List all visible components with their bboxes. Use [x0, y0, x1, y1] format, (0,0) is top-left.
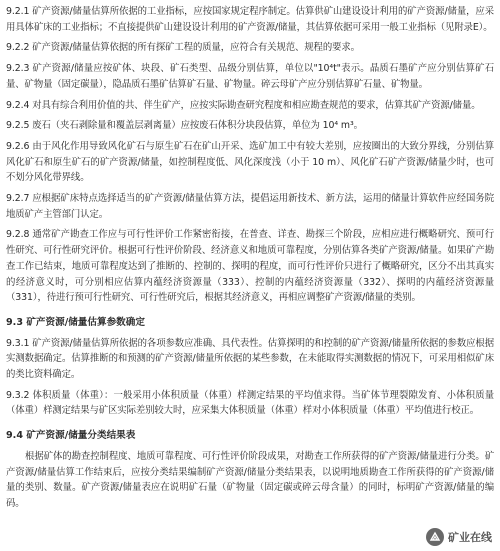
clause-9-2-1: 9.2.1 矿产资源/储量估算所依据的工业指标，应按国家规定程序制定。估算供矿山建设设计利用的矿产资源/储量，应采用具体矿床的工业指标；不直接提供矿山建设设计利用的矿产资源/储量，其估算依据可采用一般工业指标（见附录E）。 — [6, 6, 494, 33]
clause-9-2-6: 9.2.6 由于风化作用导致风化矿石与原生矿石在矿山开采、选矿加工中有较大差别，应按圈出的大致分界线，分别估算风化矿石和原生矿石的矿产资源/储量，如控制程度低、风化深度浅（小于 10 m）、风化矿石矿产资源/储量少时，也可不划分风化带界线。 — [6, 140, 494, 184]
watermark — [426, 528, 492, 546]
clause-9-3-1: 9.3.1 矿产资源/储量估算所依据的各项参数应准确、具代表性。估算探明的和控制的矿产资源/储量所依据的参数应根据实测数据确定。估算推断的和预测的矿产资源/储量所依据的某些参数，在未能取得实测数据的情况下，可采用相似矿床的类比资料确定。 — [6, 337, 494, 381]
clause-9-4-body: 根据矿体的勘查控制程度、地质可靠程度、可行性评价阶段成果，对勘查工作所获得的矿产资源/储量进行分类。矿产资源/储量估算工作结束后，应按分类结果编制矿产资源/储量分类结果表，以说明地质勘查工作所获得的矿产资源/储量的类别、数量。矿产资源/储量表应在说明矿石量（矿物量（固定碳或碎云母含量）的同时，标明矿产资源/储量的编码。 — [6, 450, 494, 509]
clause-9-2-3: 9.2.3 矿产资源/储量应按矿体、块段、矿石类型、品级分别估算，单位以"10⁴t"表示。晶质石墨矿产应分别估算矿石量、矿物量（固定碳量），隐晶质石墨矿估算矿石量、矿物量。碎云母矿产应分别估算矿石量、矿物量。 — [6, 63, 494, 90]
section-9-4-heading: 9.4 矿产资源/储量分类结果表 — [6, 430, 136, 442]
watermark-text: 矿业在线 — [448, 531, 492, 544]
clause-9-2-5: 9.2.5 废石（夹石剥除量和覆盖层剥离量）应按废石体积分块段估算，单位为 10⁴ m³。 — [6, 120, 363, 132]
clause-9-2-2: 9.2.2 矿产资源/储量估算依据的所有探矿工程的质量，应符合有关规范、规程的要求。 — [6, 42, 360, 54]
clause-9-3-2: 9.3.2 体积质量（体重）：一般采用小体积质量（体重）样测定结果的平均值求得。当矿体节理裂隙发育、小体积质量（体重）样测定结果与矿区实际差别较大时，应采集大体积质量（体重）样对小体积质量（体重）平均值进行校正。 — [6, 389, 494, 417]
mining-logo-icon — [426, 528, 444, 546]
clause-9-2-8: 9.2.8 通常矿产勘查工作应与可行性评价工作紧密衔接，在普查、详查、勘探三个阶段，应相应进行概略研究、预可行性研究、可行性研究评价。根据可行性评价阶段、经济意义和地质可靠程度，分别估算各类矿产资源/储量。如果矿产勘查工作已结束，地质可靠程度达到了推断的、控制的、探明的程度，而可行性评价只进行了概略研究，区分不出其真实的经济意义时，可分别相应估算内蕴经济资源量（333）、控制的内蕴经济资源量（332）、探明的内蕴经济资源量（331），待进行预可行性研究、可行性研究后，根据其经济意义，再相应调整矿产资源/储量的类别。 — [6, 229, 494, 304]
clause-9-2-7: 9.2.7 应根据矿床特点选择适当的矿产资源/储量估算方法，提倡运用新技术、新方法，运用的储量计算软件应经国务院地质矿产主管部门认定。 — [6, 193, 494, 220]
section-9-3-heading: 9.3 矿产资源/储量估算参数确定 — [6, 316, 145, 328]
clause-9-2-4: 9.2.4 对具有综合利用价值的共、伴生矿产，应按实际勘查研究程度和相应勘查规范的要求，估算其矿产资源/储量。 — [6, 99, 481, 111]
